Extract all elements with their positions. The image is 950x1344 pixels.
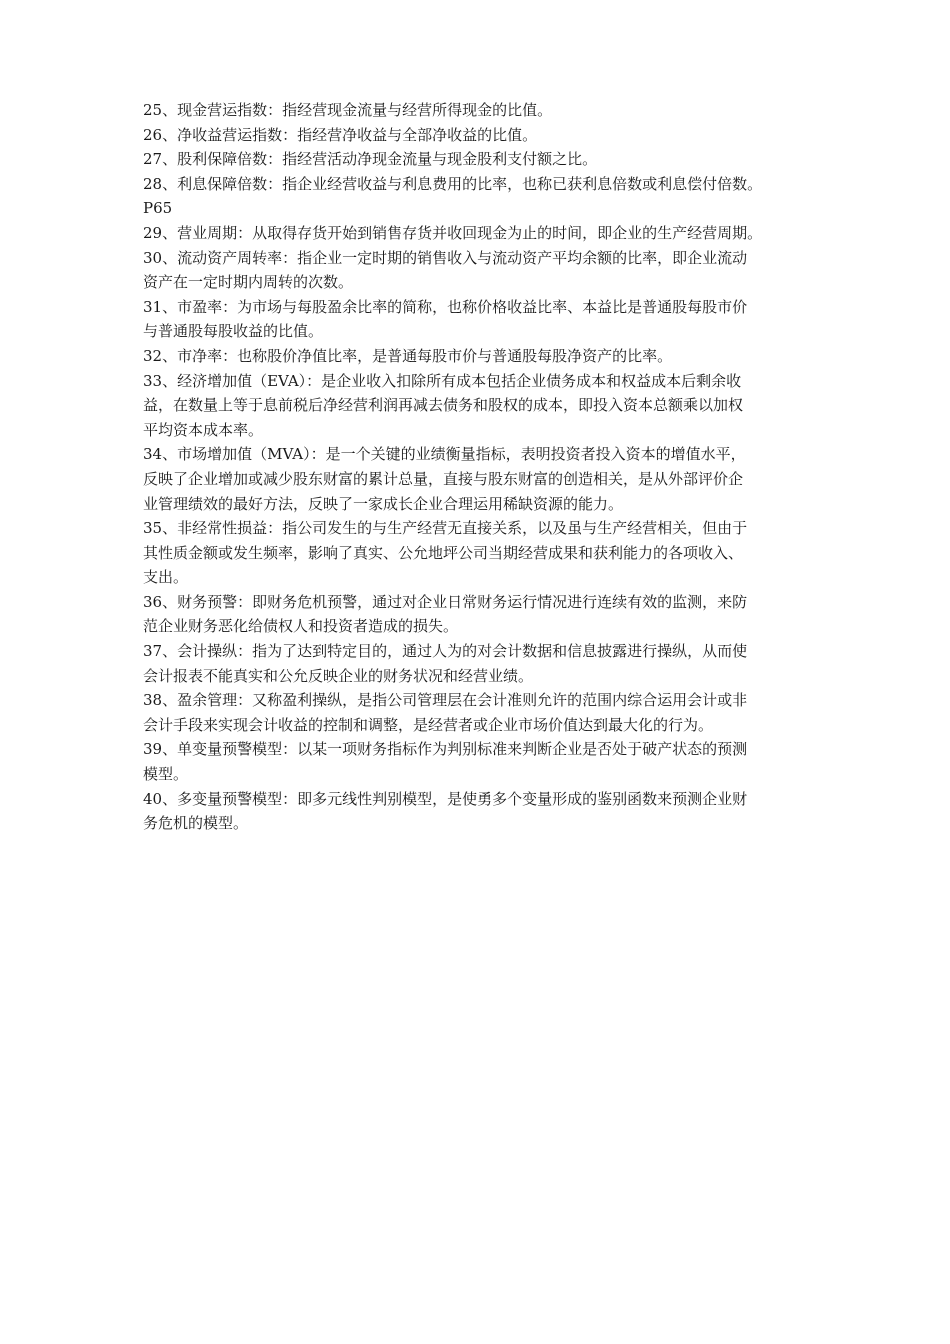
text-line: 40、多变量预警模型：即多元线性判别模型，是使勇多个变量形成的鉴别函数来预测企业财: [143, 789, 748, 808]
text-line: 其性质金额或发生频率，影响了真实、公允地坪公司当期经营成果和获利能力的各项收入、: [143, 543, 744, 562]
text-line: 27、股利保障倍数：指经营活动净现金流量与现金股利支付额之比。: [143, 150, 598, 169]
definition-32: [143, 344, 811, 369]
text-line: 38、盈余管理：又称盈利操纵，是指公司管理层在会计准则允许的范围内综合运用会计或非: [143, 691, 748, 710]
text-line: 31、市盈率：为市场与每股盈余比率的简称，也称价格收益比率、本益比是普通股每股市价: [143, 297, 748, 316]
text-line: 益，在数量上等于息前税后净经营利润再减去债务和股权的成本，即投入资本总额乘以加权: [143, 396, 744, 415]
text-line: 范企业财务恶化给债权人和投资者造成的损失。: [143, 617, 459, 636]
definition-36: [143, 590, 811, 639]
definition-25: [143, 98, 811, 123]
text-line: 与普通股每股收益的比值。: [143, 322, 324, 341]
text-line: 务危机的模型。: [143, 814, 249, 833]
definition-37: [143, 639, 811, 688]
text-line: 39、单变量预警模型：以某一项财务指标作为判别标准来判断企业是否处于破产状态的预测: [143, 740, 748, 759]
definition-39: [143, 737, 811, 786]
text-line: 平均资本成本率。: [143, 420, 264, 439]
definition-31: [143, 295, 811, 344]
text-line: 业管理绩效的最好方法，反映了一家成长企业合理运用稀缺资源的能力。: [143, 494, 624, 513]
text-line: 28、利息保障倍数：指企业经营收益与利息费用的比率，也称已获利息倍数或利息偿付倍数。: [143, 174, 763, 193]
text-line: 模型。: [143, 765, 189, 784]
text-line: 会计手段来实现会计收益的控制和调整，是经营者或企业市场价值达到最大化的行为。: [143, 715, 714, 734]
text-line: 26、净收益营运指数：指经营净收益与全部净收益的比值。: [143, 125, 538, 144]
text-line: 36、财务预警：即财务危机预警，通过对企业日常财务运行情况进行连续有效的监测，来防: [143, 592, 748, 611]
definition-35: [143, 516, 811, 590]
definition-40: [143, 787, 811, 836]
document-page: [143, 98, 811, 836]
text-line: 29、营业周期：从取得存货开始到销售存货并收回现金为止的时间，即企业的生产经营周期。: [143, 223, 763, 242]
text-line: 37、会计操纵：指为了达到特定目的，通过人为的对会计数据和信息披露进行操纵，从而使: [143, 642, 748, 661]
text-line: 34、市场增加值（MVA）：是一个关键的业绩衡量指标，表明投资者投入资本的增值水平，: [143, 445, 746, 464]
definition-34: [143, 442, 811, 516]
text-line: 25、现金营运指数：指经营现金流量与经营所得现金的比值。: [143, 101, 553, 119]
text-line: 32、市净率：也称股价净值比率，是普通每股市价与普通股每股净资产的比率。: [143, 346, 673, 365]
definition-30: [143, 246, 811, 295]
text-line: 支出。: [143, 568, 189, 587]
text-line: P65: [143, 199, 173, 218]
definition-27: [143, 147, 811, 172]
text-line: 反映了企业增加或减少股东财富的累计总量，直接与股东财富的创造相关，是从外部评价企: [143, 469, 744, 488]
definition-29: [143, 221, 811, 246]
definition-28: [143, 172, 811, 197]
definition-38: [143, 688, 811, 737]
text-line: 会计报表不能真实和公允反映企业的财务状况和经营业绩。: [143, 666, 534, 685]
page-reference: [143, 196, 811, 221]
text-line: 30、流动资产周转率：指企业一定时期的销售收入与流动资产平均余额的比率，即企业流动: [143, 248, 748, 267]
text-line: 资产在一定时期内周转的次数。: [143, 273, 354, 292]
text-line: 35、非经常性损益：指公司发生的与生产经营无直接关系，以及虽与生产经营相关，但由于: [143, 519, 748, 538]
definition-26: [143, 123, 811, 148]
text-line: 33、经济增加值（EVA）：是企业收入扣除所有成本包括企业债务成本和权益成本后剩余收: [143, 371, 742, 390]
definition-33: [143, 369, 811, 443]
